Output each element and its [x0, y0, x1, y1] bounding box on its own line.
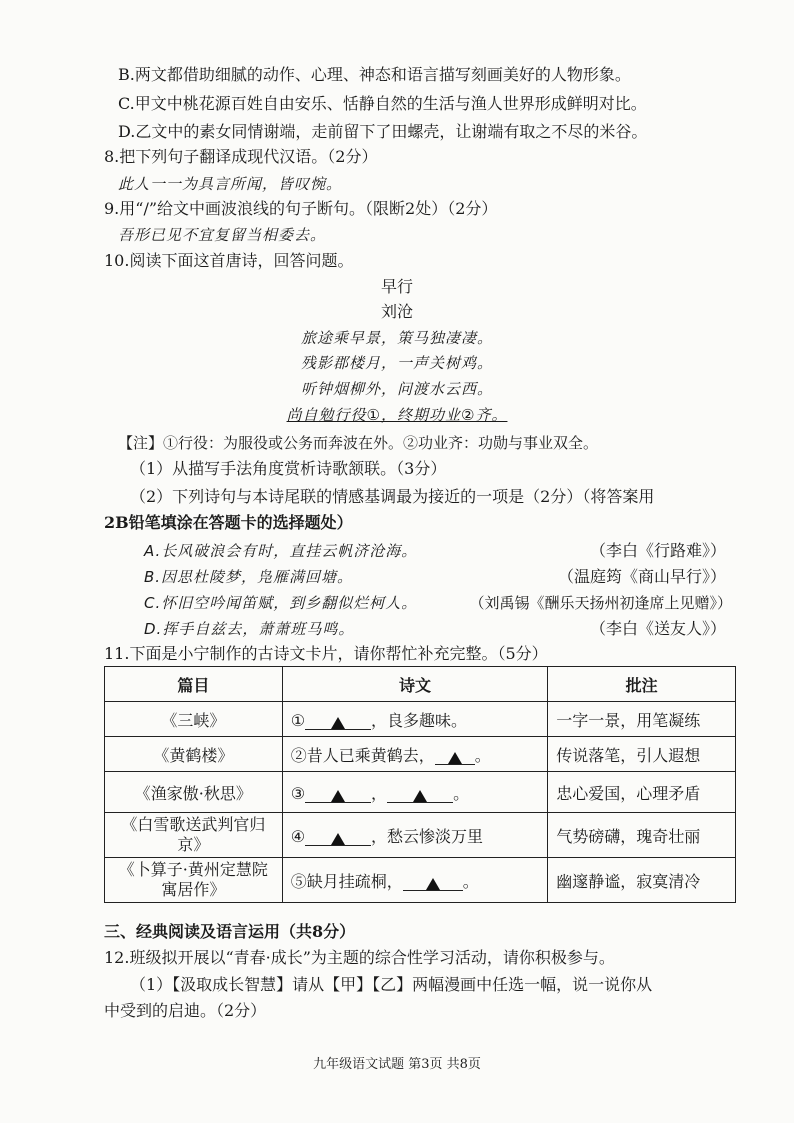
q10-sub2-line2: 2B铅笔填涂在答题卡的选择题处）	[104, 513, 353, 532]
answer-blank[interactable]	[435, 748, 475, 765]
header-text: 诗文	[282, 667, 548, 702]
poem-note: 【注】①行役：为服役或公务而奔波在外。②功业齐：功勋与事业双全。	[118, 434, 599, 452]
q11-prompt: 11.下面是小宁制作的古诗文卡片，请你帮忙补充完整。（5分）	[104, 644, 548, 663]
row-title: 《卜算子·黄州定慧院寓居作》	[105, 858, 283, 903]
row-title: 《黄鹤楼》	[105, 737, 283, 772]
q7-option-b: B.两文都借助细腻的动作、心理、神态和语言描写刻画美好的人物形象。	[118, 65, 631, 84]
q10-option-c: C.怀旧空吟闻笛赋，到乡翻似烂柯人。	[144, 594, 418, 612]
q10-option-a-source: （李白《行路难》）	[589, 541, 726, 560]
triangle-icon	[331, 717, 345, 729]
q10-option-d-source: （李白《送友人》）	[589, 619, 726, 638]
table-header-row	[105, 667, 736, 702]
q12-sub1-line2: 中受到的启迪。（2分）	[104, 1001, 267, 1020]
row-text	[282, 813, 548, 858]
row-after: 。	[453, 783, 470, 803]
q10-option-c-source: （刘禹锡《酬乐天扬州初逢席上见赠》）	[469, 594, 732, 612]
q10-option-b: B.因思杜陵梦，凫雁满回塘。	[144, 568, 354, 586]
poetry-card-table	[104, 666, 736, 903]
q7-option-d: D.乙文中的素女同情谢端，走前留下了田螺壳，让谢端有取之不尽的米谷。	[118, 122, 648, 141]
row-title: 《白雪歌送武判官归京》	[105, 813, 283, 858]
row-num: ④	[290, 826, 306, 846]
triangle-icon	[331, 833, 345, 845]
row-after: 。	[462, 871, 479, 891]
q10-sub1: （1）从描写手法角度赏析诗歌颔联。（3分）	[130, 459, 447, 478]
row-title: 《三峡》	[105, 702, 283, 737]
page-footer: 九年级语文试题 第3页 共8页	[313, 1057, 481, 1072]
triangle-icon	[448, 752, 462, 764]
q9-sentence: 吾形已见不宜复留当相委去。	[118, 226, 327, 244]
q12-prompt: 12.班级拟开展以“青春·成长”为主题的综合性学习活动，请你积极参与。	[104, 948, 615, 967]
triangle-icon	[331, 790, 345, 802]
table-row	[105, 858, 736, 903]
poem-author: 刘沧	[380, 302, 413, 321]
row-num: ①	[290, 710, 306, 730]
q10-option-a: A.长风破浪会有时，直挂云帆济沧海。	[144, 542, 418, 560]
answer-blank[interactable]	[305, 713, 371, 730]
table-row	[105, 813, 736, 858]
table-row	[105, 702, 736, 737]
triangle-icon	[426, 878, 440, 890]
answer-blank[interactable]	[403, 874, 463, 891]
row-note: 一字一景，用笔凝练	[548, 702, 736, 737]
row-text	[282, 737, 548, 772]
q9-prompt: 9.用“/”给文中画波浪线的句子断句。（限断2处）（2分）	[104, 199, 498, 218]
q10-option-b-source: （温庭筠《商山早行》）	[557, 567, 726, 586]
row-num: ③	[290, 783, 306, 803]
answer-blank[interactable]	[305, 829, 371, 846]
q12-sub1-line1: （1）【汲取成长智慧】请从【甲】【乙】两幅漫画中任选一幅，说一说你从	[130, 975, 653, 994]
row-num: ⑤缺月挂疏桐，	[290, 871, 403, 891]
row-text	[282, 858, 548, 903]
poem-line-3: 听钟烟柳外，问渡水云西。	[300, 380, 493, 398]
row-after: 。	[474, 745, 491, 765]
table-row	[105, 772, 736, 813]
poem-line-4: 尚自勉行役①，终期功业②齐。	[286, 406, 508, 424]
row-note: 传说落笔，引人遐想	[548, 737, 736, 772]
header-title: 篇目	[105, 667, 283, 702]
row-num: ②昔人已乘黄鹤去，	[290, 745, 435, 765]
answer-blank[interactable]	[305, 786, 371, 803]
poem-line-1: 旅途乘早景，策马独凄凄。	[300, 329, 493, 347]
answer-blank[interactable]	[387, 786, 453, 803]
row-note: 幽邃静谧，寂寞清冷	[548, 858, 736, 903]
row-mid: ，	[371, 783, 388, 803]
row-note: 忠心爱国，心理矛盾	[548, 772, 736, 813]
q10-sub2-line1: （2）下列诗句与本诗尾联的情感基调最为接近的一项是（2分）（将答案用	[130, 487, 655, 506]
row-title: 《渔家傲·秋思》	[105, 772, 283, 813]
row-after: ，愁云惨淡万里	[371, 826, 484, 846]
header-note: 批注	[548, 667, 736, 702]
table-row	[105, 737, 736, 772]
q7-option-c: C.甲文中桃花源百姓自由安乐、恬静自然的生活与渔人世界形成鲜明对比。	[118, 94, 647, 113]
section-3-heading: 三、经典阅读及语言运用（共8分）	[104, 922, 356, 941]
row-note: 气势磅礴，瑰奇壮丽	[548, 813, 736, 858]
q10-prompt: 10.阅读下面这首唐诗，回答问题。	[104, 251, 354, 270]
q8-sentence: 此人一一为具言所闻，皆叹惋。	[118, 175, 343, 193]
poem-title: 早行	[380, 277, 413, 296]
triangle-icon	[413, 790, 427, 802]
row-text	[282, 702, 548, 737]
row-text	[282, 772, 548, 813]
q10-option-d: D.挥手自兹去，萧萧班马鸣。	[144, 620, 355, 638]
q8-prompt: 8.把下列句子翻译成现代汉语。（2分）	[104, 147, 378, 166]
row-after: ，良多趣味。	[371, 710, 468, 730]
poem-line-2: 残影郡楼月，一声关树鸡。	[300, 354, 493, 372]
